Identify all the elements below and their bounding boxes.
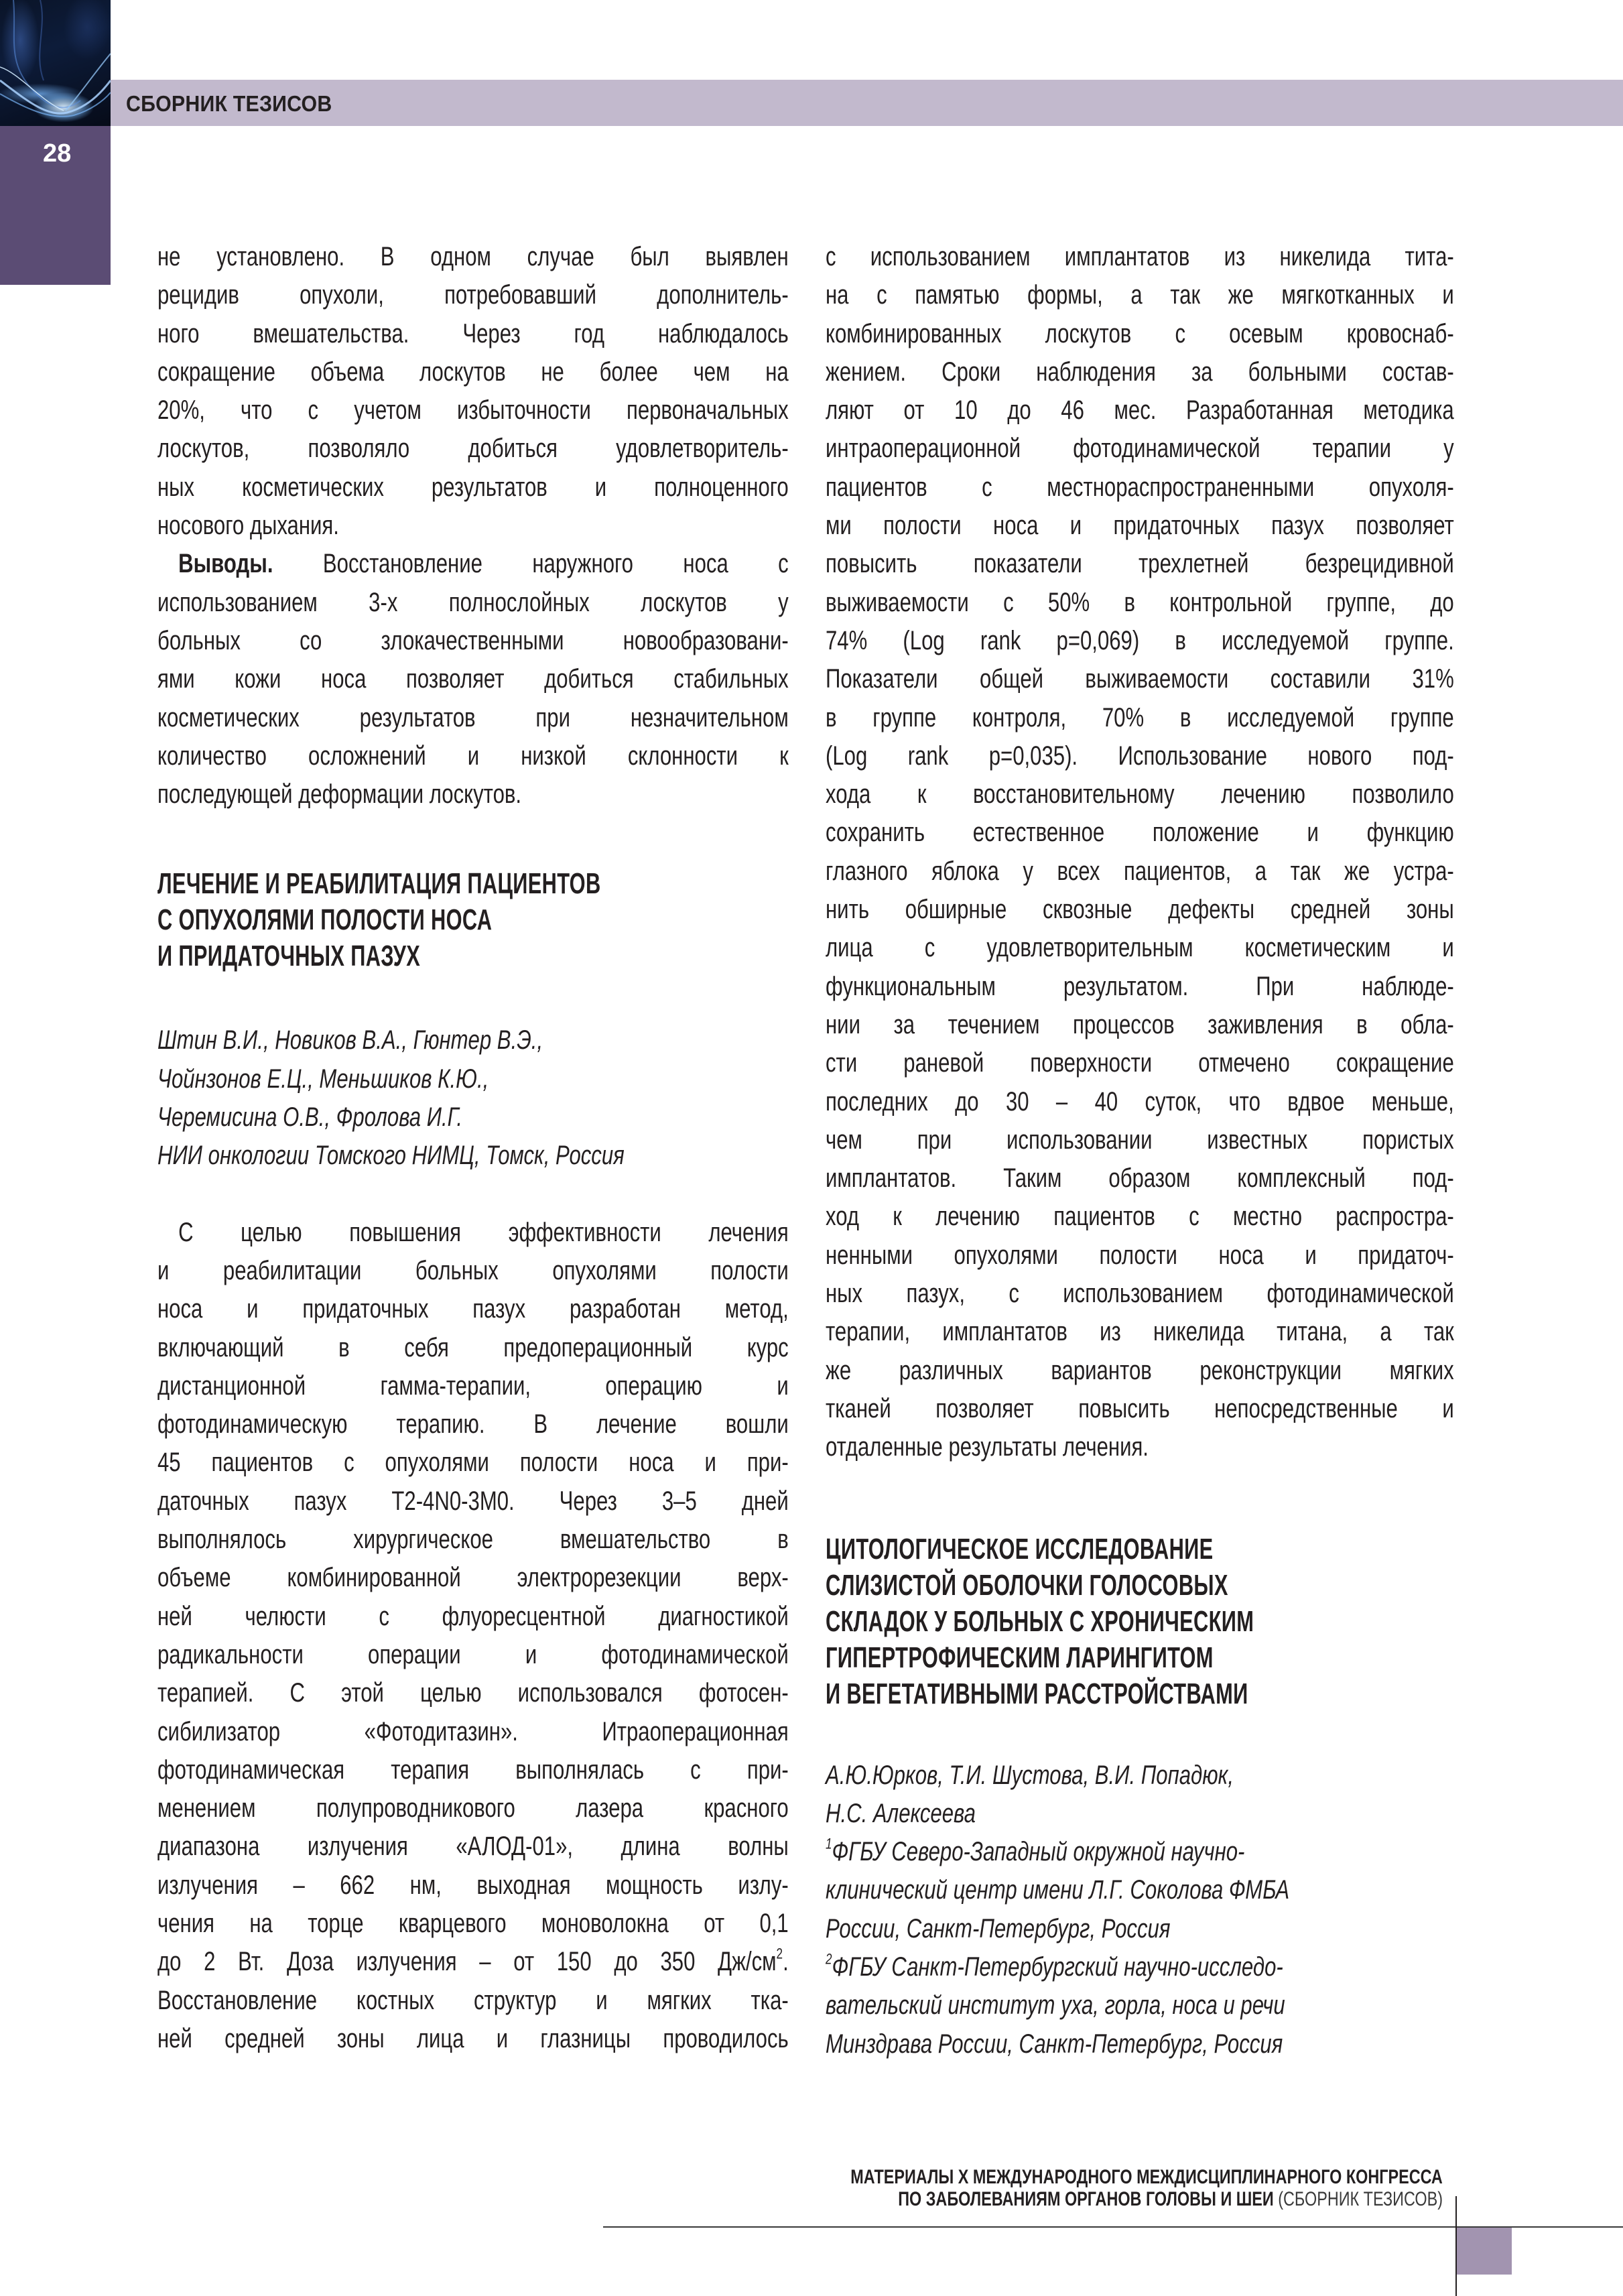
title-line: СЛИЗИСТОЙ ОБОЛОЧКИ ГОЛОСОВЫХ — [826, 1568, 1228, 1602]
footer-color-block — [1457, 2228, 1512, 2275]
title-line: СКЛАДОК У БОЛЬНЫХ С ХРОНИЧЕСКИМ — [826, 1604, 1254, 1638]
text-line: дистанционной гамма-терапии, операцию и — [157, 1370, 789, 1401]
author-line: А.Ю.Юрков, Т.И. Шустова, В.И. Попадюк, — [826, 1760, 1234, 1790]
text-line: лоскутов, позволяло добиться удовлетворитель- — [157, 434, 789, 464]
text-line: последних до 30 – 40 суток, что вдвое меньше, — [826, 1086, 1454, 1117]
text-line: диапазона излучения «АЛОД-01», длина волны — [157, 1832, 789, 1862]
text-line: же различных вариантов реконструкции мягких — [826, 1355, 1454, 1385]
text-line: и реабилитации больных опухолями полости — [157, 1255, 789, 1285]
text-line: с использованием имплантатов из никелида тита- — [826, 242, 1454, 271]
title-line: ГИПЕРТРОФИЧЕСКИМ ЛАРИНГИТОМ — [826, 1641, 1214, 1674]
footer-conference-title: МАТЕРИАЛЫ X МЕЖДУНАРОДНОГО МЕЖДИСЦИПЛИНАРНОГО КОНГРЕССА — [850, 2166, 1443, 2188]
author-line: Чойнзонов Е.Ц., Меньшиков К.Ю., — [157, 1064, 489, 1094]
text-line: носового дыхания. — [157, 511, 339, 541]
article-title — [157, 866, 789, 974]
previous-article-continuation — [157, 238, 789, 545]
text-line: 45 пациентов с опухолями полости носа и при- — [157, 1448, 789, 1478]
affiliation-line: клинический центр имени Л.Г. Соколова ФМБА — [826, 1875, 1290, 1905]
text-line: включающий в себя предоперационный курс — [157, 1332, 789, 1362]
spacer — [157, 974, 789, 1021]
title-line: И ПРИДАТОЧНЫХ ПАЗУХ — [157, 940, 421, 973]
text-line: сибилизатор «Фотодитазин». Итраоперационная — [157, 1716, 789, 1746]
text-line: рецидив опухоли, потребовавший дополнитель- — [157, 280, 789, 310]
text-line: выполнялось хирургическое вмешательство в — [157, 1525, 789, 1555]
text-line: чения на торце кварцевого моноволокна от 0,1 — [157, 1908, 789, 1938]
text-line: фотодинамическая терапия выполнялась с при- — [157, 1755, 789, 1785]
text-line: пациентов с местнораспространенными опухоля- — [826, 472, 1454, 502]
text-line: сокращение объема лоскутов не более чем на — [157, 357, 789, 387]
affiliation-line: Минздрава России, Санкт-Петербург, Россия — [826, 2029, 1283, 2059]
page-number: 28 — [43, 139, 72, 168]
text-line: повысить показатели трехлетней безрецидивной — [826, 549, 1454, 579]
text-line: объеме комбинированной электрорезекции верх- — [157, 1563, 789, 1593]
text-line: жением. Сроки наблюдения за больными состав- — [826, 357, 1454, 387]
text-line: ми полости носа и придаточных пазух позволяет — [826, 511, 1454, 541]
light-swoosh-graphic — [0, 0, 111, 126]
author-line: Черемисина О.В., Фролова И.Г. — [157, 1102, 463, 1133]
text-line: ных пазух, с использованием фотодинамической — [826, 1279, 1454, 1309]
affiliation-marker: 2 — [826, 1950, 832, 1968]
spacer — [826, 1467, 1454, 1531]
superscript: 2 — [776, 1945, 783, 1962]
text-line: отдаленные результаты лечения. — [826, 1432, 1149, 1462]
text-line: фотодинамическую терапию. В лечение вошли — [157, 1409, 789, 1440]
affiliation-line: НИИ онкологии Томского НИМЦ, Томск, Россия — [157, 1141, 625, 1171]
left-column — [157, 238, 789, 2058]
section-title: СБОРНИК ТЕЗИСОВ — [126, 91, 332, 116]
text-line: до 2 Вт. Доза излучения – от 150 до 350 $Дж/см^2$. — [157, 1945, 789, 1977]
text-line: ляют от 10 до 46 мес. Разработанная методика — [826, 395, 1454, 426]
title-line: С ОПУХОЛЯМИ ПОЛОСТИ НОСА — [157, 903, 493, 937]
text-line: комбинированных лоскутов с осевым кровоснаб- — [826, 318, 1454, 348]
conclusion-label: Выводы. — [178, 549, 273, 579]
text-line: не установлено. В одном случае был выявлен — [157, 242, 789, 271]
text-line: на с памятью формы, а так же мягкотканных и — [826, 280, 1454, 310]
text-line: в группе контроля, 70% в исследуемой группе — [826, 702, 1454, 732]
article-authors — [157, 1021, 789, 1175]
text-line: количество осложнений и низкой склонности к — [157, 741, 789, 771]
affiliation-line: $^1$ФГБУ Северо-Западный окружной научно- — [826, 1835, 1245, 1867]
spacer — [826, 1712, 1454, 1757]
conclusion-paragraph — [157, 545, 789, 814]
text-line: 20%, что с учетом избыточности первоначальных — [157, 395, 789, 426]
text-line: носа и придаточных пазух разработан метод, — [157, 1294, 789, 1324]
text-line: хода к восстановительному лечению позволило — [826, 779, 1454, 810]
text-line: сти раневой поверхности отмечено сокращение — [826, 1048, 1454, 1078]
article-body-continuation — [826, 238, 1454, 1467]
text-line: излучения – 662 нм, выходная мощность излу- — [157, 1870, 789, 1900]
text-line: 74% (Log rank p=0,069) в исследуемой группе. — [826, 625, 1454, 655]
text-line: нить обширные сквозные дефекты средней зоны — [826, 895, 1454, 925]
text-line: даточных пазух Т2-4N0-3M0. Через 3–5 дней — [157, 1486, 789, 1516]
title-line: И ВЕГЕТАТИВНЫМИ РАССТРОЙСТВАМИ — [826, 1677, 1248, 1710]
text-line: ного вмешательства. Через год наблюдалось — [157, 318, 789, 348]
text-line: имплантатов. Таким образом комплексный под- — [826, 1163, 1454, 1194]
text-line: тканей позволяет повысить непосредственные и — [826, 1393, 1454, 1423]
text-line: Выводы. Восстановление наружного носа с — [178, 549, 789, 579]
text-line: косметических результатов при незначительном — [157, 702, 789, 732]
text-line: Показатели общей выживаемости составили 31% — [826, 664, 1454, 694]
text-line: терапией. С этой целью использовался фотосен- — [157, 1678, 789, 1708]
text-line: ями кожи носа позволяет добиться стабильных — [157, 664, 789, 694]
affiliation-marker: 1 — [826, 1835, 832, 1852]
text-line: лица с удовлетворительным косметическим и — [826, 933, 1454, 963]
author-line: Штин В.И., Новиков В.А., Гюнтер В.Э., — [157, 1025, 543, 1056]
header-band — [111, 80, 1623, 126]
text-line: глазного яблока у всех пациентов, а так же устра- — [826, 856, 1454, 886]
affiliation-line: $^2$ФГБУ Санкт-Петербургский научно-исследо- — [826, 1950, 1283, 1982]
text-line: чем при использовании известных пористых — [826, 1125, 1454, 1155]
article-title — [826, 1531, 1454, 1712]
article-authors — [826, 1757, 1454, 2063]
text-line: больных со злокачественными новообразовани- — [157, 625, 789, 655]
title-line: ЦИТОЛОГИЧЕСКОЕ ИССЛЕДОВАНИЕ — [826, 1532, 1214, 1566]
text-line: Восстановление костных структур и мягких тка- — [157, 1985, 789, 2015]
text-line: С целью повышения эффективности лечения — [178, 1217, 789, 1247]
text-line: ных косметических результатов и полноценного — [157, 472, 789, 502]
text-line: (Log rank p=0,035). Использование нового под- — [826, 741, 1454, 771]
text-line: функциональным результатом. При наблюде- — [826, 971, 1454, 1001]
spacer — [157, 814, 789, 866]
text-line: последующей деформации лоскутов. — [157, 779, 522, 810]
text-line: ней средней зоны лица и глазницы проводилось — [157, 2023, 789, 2053]
text-line: ней челюсти с флуоресцентной диагностикой — [157, 1601, 789, 1631]
text-line: радикальности операции и фотодинамической — [157, 1639, 789, 1669]
text-line: менением полупроводникового лазера красного — [157, 1793, 789, 1824]
title-line: ЛЕЧЕНИЕ И РЕАБИЛИТАЦИЯ ПАЦИЕНТОВ — [157, 867, 601, 901]
affiliation-line: вательский институт уха, горла, носа и речи — [826, 1990, 1285, 2021]
author-line: Н.С. Алексеева — [826, 1798, 976, 1828]
right-column — [826, 238, 1454, 2063]
text-line: ненными опухолями полости носа и придаточ- — [826, 1240, 1454, 1270]
text-line: ход к лечению пациентов с местно распростра- — [826, 1202, 1454, 1232]
text-line: выживаемости с 50% в контрольной группе, до — [826, 587, 1454, 617]
footer-conference-subtitle: ПО ЗАБОЛЕВАНИЯМ ОРГАНОВ ГОЛОВЫ И ШЕИ (СБОРНИК ТЕЗИСОВ) — [898, 2188, 1443, 2210]
article-body — [157, 1214, 789, 2059]
text-line: интраоперационной фотодинамической терапии у — [826, 434, 1454, 464]
affiliation-line: России, Санкт-Петербург, Россия — [826, 1913, 1171, 1943]
text-line: нии за течением процессов заживления в обла- — [826, 1009, 1454, 1039]
text-line: терапии, имплантатов из никелида титана, а так — [826, 1317, 1454, 1347]
footer-collection-label: (СБОРНИК ТЕЗИСОВ) — [1273, 2188, 1443, 2210]
text-line: сохранить естественное положение и функцию — [826, 818, 1454, 848]
header-decorative-image — [0, 0, 111, 126]
text-line: использованием 3-х полнослойных лоскутов у — [157, 587, 789, 617]
spacer — [157, 1175, 789, 1214]
